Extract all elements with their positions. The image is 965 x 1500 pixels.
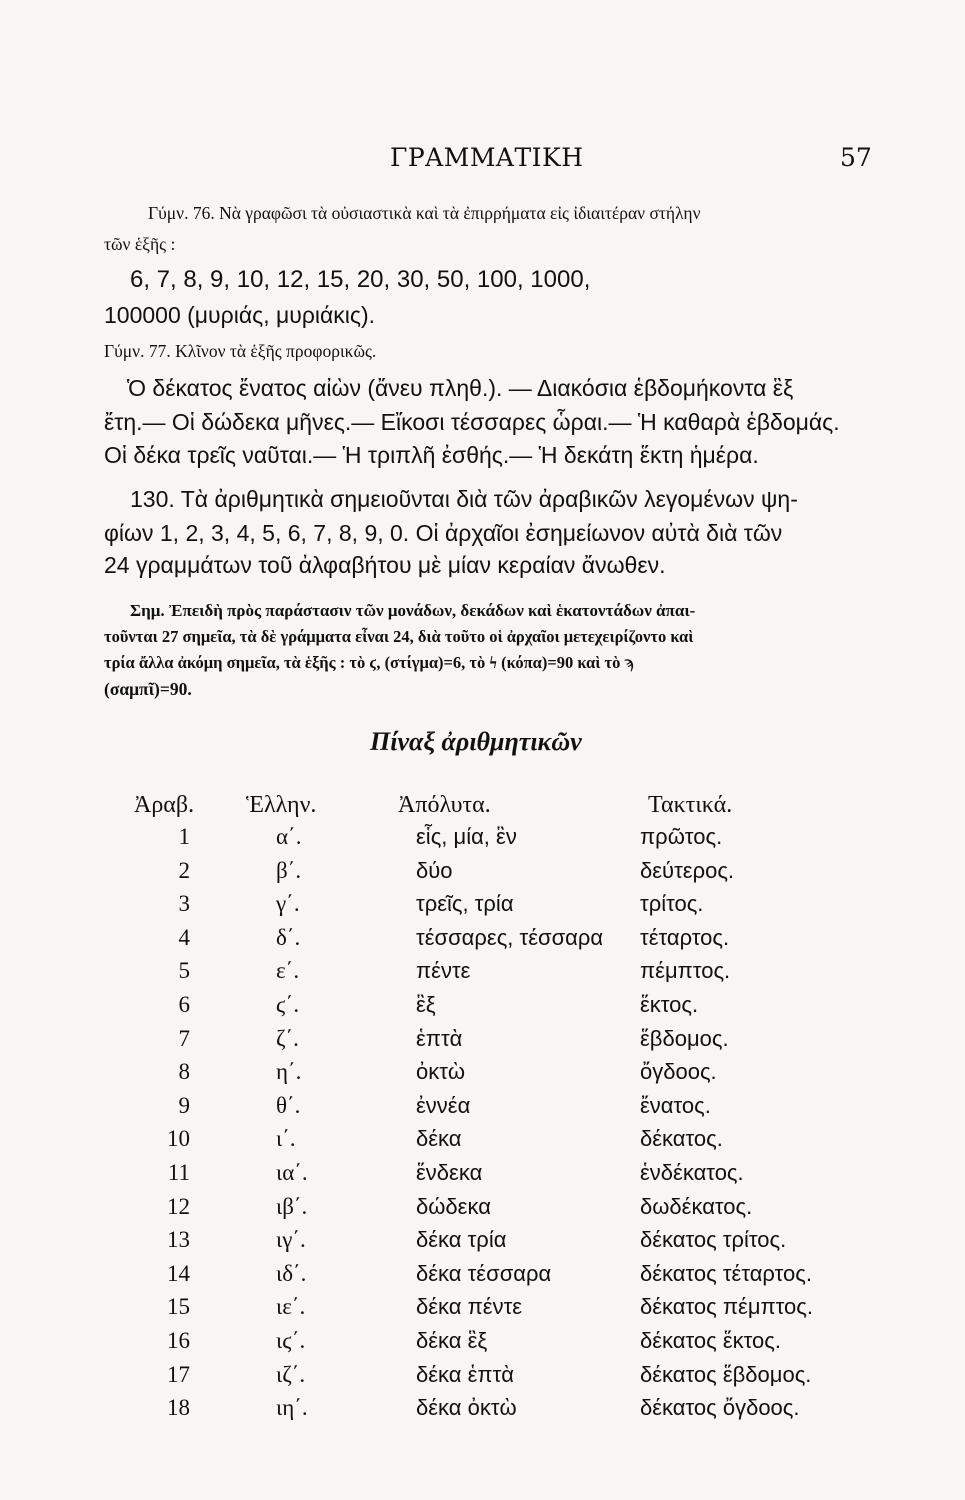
cell-cardinal: ἕνδεκα (416, 1160, 483, 1185)
exercise-77-line-3: ἔτη.— Οἱ δώδεκα μῆνες.— Εἴκοσι τέσσαρες ὧραι.— Ἡ καθαρὰ ἑβδομάς. (104, 409, 840, 435)
cell-greek: β΄. (276, 857, 302, 883)
page-number: 57 (840, 143, 872, 172)
note-line-2: τοῦνται 27 σημεῖα, τὰ δὲ γράμματα εἶναι 24, διὰ τοῦτο οἱ ἀρχαῖοι μετεχειρίζοντο καὶ (104, 627, 694, 646)
cell-cardinal: δέκα τέσσαρα (416, 1260, 552, 1286)
cell-greek: η΄. (276, 1059, 302, 1085)
cell-greek: ιε΄. (276, 1294, 306, 1320)
cell-ordinal: ἕκτος. (640, 992, 699, 1017)
section-130-line-1: 130. Τὰ ἀριθμητικὰ σημειοῦνται διὰ τῶν ἀραβικῶν λεγομένων ψη- (130, 486, 798, 512)
cell-cardinal: δέκα τρία (416, 1227, 507, 1253)
cell-ordinal: τρίτος. (640, 891, 704, 917)
cell-cardinal: δέκα πέντε (416, 1294, 523, 1320)
cell-ordinal: ἔνατος. (640, 1092, 711, 1118)
cell-greek: γ΄. (276, 891, 300, 917)
cell-ordinal: δέκατος ἕβδομος. (640, 1361, 812, 1387)
cell-arabic: 9 (178, 1092, 190, 1118)
cell-arabic: 12 (167, 1193, 190, 1219)
col-header-arabic: Ἀραβ. (134, 792, 195, 818)
cell-arabic: 11 (167, 1160, 190, 1185)
cell-arabic: 2 (178, 857, 190, 883)
cell-ordinal: τέταρτος. (640, 924, 730, 950)
cell-cardinal: τρεῖς, τρία (416, 891, 514, 917)
cell-ordinal: δέκατος ὄγδοος. (640, 1395, 800, 1421)
note-line-3: τρία ἄλλα ἀκόμη σημεῖα, τὰ ἑξῆς : τὸ ϛ, (στίγμα)=6, τὸ ϟ (κόπα)=90 καὶ τὸ ϡ (104, 653, 634, 672)
exercise-76-line-4: 100000 (μυριάς, μυριάκις). (104, 302, 376, 328)
cell-arabic: 8 (178, 1059, 190, 1085)
section-130-line-2: φίων 1, 2, 3, 4, 5, 6, 7, 8, 9, 0. Οἱ ἀρχαῖοι ἐσημείωνον αὐτὰ διὰ τῶν (104, 520, 783, 546)
cell-cardinal: εἷς, μία, ἓν (416, 824, 517, 849)
cell-ordinal: δεύτερος. (640, 857, 735, 883)
cell-ordinal: ἕβδομος. (640, 1025, 729, 1051)
cell-ordinal: πέμπτος. (640, 958, 731, 984)
cell-ordinal: ὄγδοος. (640, 1059, 717, 1085)
cell-greek: ια΄. (276, 1160, 308, 1185)
exercise-77-line-4: Οἱ δέκα τρεῖς ναῦται.— Ἡ τριπλῆ ἐσθής.— Ἡ δεκάτη ἕκτη ἡμέρα. (104, 442, 759, 468)
cell-cardinal: ὀκτὼ (416, 1059, 466, 1085)
note-line-4: (σαμπῖ)=90. (104, 679, 192, 699)
cell-ordinal: δέκατος. (640, 1126, 723, 1152)
cell-ordinal: δέκατος πέμπτος. (640, 1294, 814, 1320)
cell-arabic: 3 (178, 891, 190, 917)
cell-greek: ιϛ΄. (276, 1328, 306, 1353)
cell-arabic: 6 (178, 992, 190, 1017)
cell-cardinal: δέκα ἓξ (416, 1328, 488, 1353)
cell-arabic: 4 (178, 924, 190, 950)
running-header: ΓΡΑΜΜΑΤΙΚΗ (390, 143, 584, 172)
cell-greek: δ΄. (276, 924, 301, 950)
exercise-77-line-1: Γύμν. 77. Κλῖνον τὰ ἑξῆς προφορικῶς. (104, 341, 377, 361)
section-130-line-3: 24 γραμμάτων τοῦ ἀλφαβήτου μὲ μίαν κεραίαν ἄνωθεν. (104, 552, 666, 578)
cell-cardinal: δέκα ἑπτὰ (416, 1361, 515, 1387)
cell-greek: ιδ΄. (276, 1260, 307, 1286)
col-header-ordinal: Τακτικά. (648, 792, 733, 818)
note-line-1: Σημ. Ἐπειδὴ πρὸς παράστασιν τῶν μονάδων, δεκάδων καὶ ἑκατοντάδων ἀπαι- (130, 601, 696, 620)
cell-ordinal: ἑνδέκατος. (640, 1160, 744, 1185)
cell-ordinal: δέκατος τρίτος. (640, 1227, 787, 1253)
cell-greek: ιβ΄. (276, 1193, 308, 1219)
cell-ordinal: δέκατος ἕκτος. (640, 1328, 781, 1353)
table-title: Πίναξ ἀριθμητικῶν (370, 727, 582, 756)
cell-greek: θ΄. (276, 1092, 301, 1118)
cell-greek: ι΄. (276, 1126, 296, 1152)
exercise-77-line-2: Ὁ δέκατος ἔνατος αἰὼν (ἄνευ πληθ.). — Διακόσια ἑβδομήκοντα ἓξ (127, 375, 794, 401)
cell-greek: α΄. (276, 824, 302, 849)
cell-greek: ιζ΄. (276, 1361, 306, 1387)
cell-greek: ε΄. (276, 958, 300, 984)
cell-arabic: 16 (167, 1328, 190, 1353)
col-header-cardinal: Ἀπόλυτα. (398, 792, 491, 818)
cell-greek: ιγ΄. (276, 1227, 306, 1253)
cell-arabic: 14 (167, 1260, 190, 1286)
cell-cardinal: ἐννέα (416, 1092, 471, 1118)
cell-greek: ιη΄. (276, 1395, 308, 1421)
cell-arabic: 15 (167, 1294, 190, 1320)
cell-cardinal: δέκα (416, 1126, 462, 1152)
cell-cardinal: ἑπτὰ (416, 1025, 463, 1051)
cell-arabic: 13 (167, 1227, 190, 1253)
cell-cardinal: πέντε (416, 958, 471, 984)
cell-arabic: 5 (178, 958, 190, 984)
cell-arabic: 10 (167, 1126, 190, 1152)
cell-cardinal: ἓξ (416, 992, 436, 1017)
exercise-76-line-1: Γύμν. 76. Νὰ γραφῶσι τὰ οὐσιαστικὰ καὶ τὰ ἐπιρρήματα εἰς ἰδιαιτέραν στήλην (148, 203, 701, 223)
cell-cardinal: δώδεκα (416, 1193, 491, 1219)
exercise-76-line-2: τῶν ἑξῆς : (104, 234, 176, 254)
cell-ordinal: δωδέκατος. (640, 1193, 753, 1219)
cell-greek: ζ΄. (276, 1025, 299, 1051)
cell-ordinal: πρῶτος. (640, 824, 723, 849)
cell-arabic: 18 (167, 1395, 190, 1421)
exercise-76-line-3: 6, 7, 8, 9, 10, 12, 15, 20, 30, 50, 100, 1000, (130, 266, 591, 293)
cell-arabic: 7 (178, 1025, 190, 1051)
cell-greek: ϛ΄. (276, 992, 300, 1017)
cell-arabic: 1 (178, 824, 190, 849)
cell-arabic: 17 (167, 1361, 190, 1387)
cell-cardinal: δέκα ὀκτὼ (416, 1395, 517, 1421)
cell-ordinal: δέκατος τέταρτος. (640, 1260, 812, 1286)
cell-cardinal: τέσσαρες, τέσσαρα (416, 924, 604, 950)
cell-cardinal: δύο (416, 857, 453, 883)
col-header-greek: Ἑλλην. (246, 792, 317, 818)
